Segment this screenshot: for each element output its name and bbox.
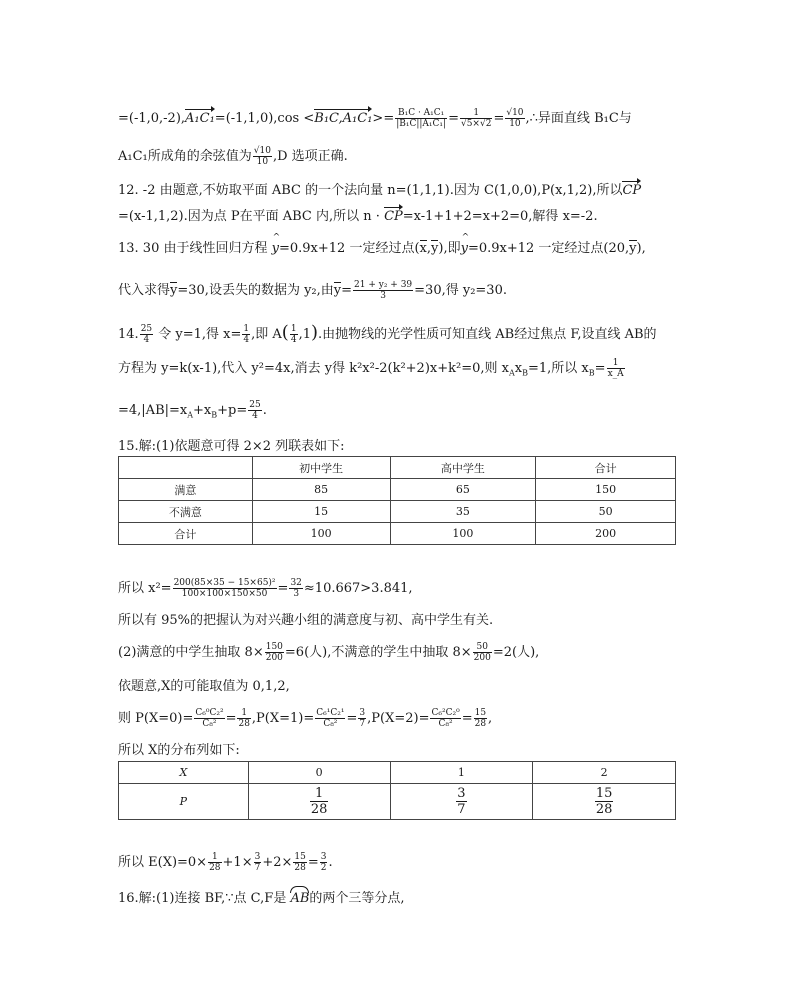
text: 16.解:(1)连接 BF,∵点 C,F是: [118, 891, 291, 906]
text: ,: [426, 241, 432, 256]
text: ),即: [438, 241, 461, 256]
paren-left: (: [281, 322, 289, 343]
y-bar: y: [431, 241, 439, 256]
text: .: [262, 403, 267, 418]
fraction-chi: $\frac{\text{200(85×35 − 15×65)²}}{100\times 100\times 150\times 50}$: [173, 578, 276, 599]
fraction: $\frac{\text{C₆¹C₂¹}}{\text{C₈²}}$: [316, 708, 345, 729]
text: 方程为 y=k(x-1),代入 y²=4x,消去 y得 k²x²-2(k²+2)x+k²=0,则 x: [118, 361, 509, 376]
text: =(-1,1,0),cos: [214, 111, 304, 126]
table-header-cell: 0: [248, 762, 390, 784]
paren-right: ): [310, 322, 318, 343]
fraction-1: $\frac{1}{√5\times√2}$: [460, 108, 492, 129]
text: =: [225, 711, 237, 726]
text: =(x-1,1,2).因为点 P在平面 ABC 内,所以 n ·: [118, 209, 385, 224]
table-cell: 不满意: [119, 501, 253, 523]
table-cell: P: [119, 784, 249, 820]
table-header-cell: 高中学生: [390, 457, 536, 479]
text: ,: [488, 711, 493, 726]
distribution-table: [118, 761, 676, 820]
text: 13. 30 由于线性回归方程: [118, 241, 272, 256]
text: =: [448, 111, 459, 126]
subscript: A: [187, 410, 194, 420]
text: =: [341, 283, 353, 298]
text: =0.9x+12 一定经过点(: [278, 241, 420, 256]
table-cell: $\frac{1}{28}$: [248, 784, 390, 820]
text: =30,得 y₂=30.: [414, 283, 507, 298]
text: ,D 选项正确.: [272, 149, 348, 164]
table-cell: 100: [252, 523, 390, 545]
text: A₁C₁所成角的余弦值为: [118, 149, 252, 164]
text: 则 P(X=0)=: [118, 711, 194, 726]
y-hat: ^ y: [461, 240, 468, 258]
text: ,1: [298, 327, 311, 342]
line-16: 所以 X的分布列如下:: [118, 743, 240, 758]
text: ,P(X=1)=: [251, 711, 315, 726]
table-cell: 100: [390, 523, 536, 545]
table-cell: 15: [252, 501, 390, 523]
text: =1,所以 x: [528, 361, 589, 376]
line-17: [118, 852, 333, 873]
table-header-cell: [119, 457, 253, 479]
table-header-cell: 初中学生: [252, 457, 390, 479]
fraction: $\frac{50}{200}$: [473, 642, 491, 663]
line-1: =(-1,0,-2),A₁C₁=(-1,1,0),cos <B₁C,A₁C₁>= $\frac{\text{B₁C · A₁C₁}}{\text{|B₁C||A₁C₁|}}$ = $\frac{1}{√5\times√2}$ = $\frac{√10}{10}$ ,∴异面直线 B₁C与: [118, 108, 632, 129]
subscript: B: [211, 410, 218, 420]
subscript: A: [508, 368, 515, 378]
text: =: [461, 711, 473, 726]
line-5: [118, 240, 646, 258]
fraction: $\frac{1}{x\_A}$: [607, 358, 624, 379]
fraction: $\frac{1}{4}$: [290, 324, 297, 345]
fraction: $\frac{25}{4}$: [140, 324, 153, 345]
table-cell: 50: [536, 501, 676, 523]
fraction: $\frac{3}{7}$: [359, 708, 366, 729]
vector-pair: B₁C,A₁C₁: [314, 111, 373, 126]
text: =(-1,0,-2),: [118, 111, 186, 126]
arc-ab: AB: [290, 891, 310, 906]
line-13: [118, 642, 539, 663]
fraction: $\frac{\text{21 + y₂ + 39}}{3}$: [354, 280, 413, 301]
text: =: [493, 111, 505, 126]
text: ,即 A: [251, 327, 282, 342]
text: =4,|AB|=x: [118, 403, 188, 418]
fraction: $\frac{15}{28}$: [294, 852, 306, 873]
fraction: $\frac{3}{7}$: [254, 852, 261, 873]
text: 代入求得: [118, 283, 171, 298]
text: 令 y=1,得 x=: [154, 327, 242, 342]
text: =2(人),: [492, 645, 540, 660]
table-row: [119, 784, 676, 820]
vector-cp: CP: [622, 183, 642, 198]
text: ,∴异面直线 B₁C与: [525, 111, 632, 126]
table-row: [119, 479, 676, 501]
line-9: [118, 400, 267, 425]
table-cell: $\frac{3}{7}$: [390, 784, 533, 820]
line-15: [118, 708, 492, 729]
text: ≈10.667>3.841,: [303, 581, 413, 596]
subscript: B: [588, 368, 595, 378]
line-12: 所以有 95%的把握认为对兴趣小组的满意度与初、高中学生有关.: [118, 613, 494, 628]
text: +1×: [222, 855, 253, 870]
line-14: 依题意,X的可能取值为 0,1,2,: [118, 679, 290, 694]
fraction-sqrt10: $\frac{√10}{10}$: [506, 108, 524, 129]
table-row: [119, 501, 676, 523]
text: +x: [193, 403, 212, 418]
text: 14.: [118, 327, 139, 342]
text: =: [594, 361, 606, 376]
text: 的两个三等分点,: [309, 891, 405, 906]
x-bar: x: [419, 241, 427, 256]
text: (2)满意的中学生抽取 8×: [118, 645, 264, 660]
table-header-cell: 合计: [536, 457, 676, 479]
table-cell: 35: [390, 501, 536, 523]
text: x: [514, 361, 523, 376]
y-bar: y: [170, 283, 178, 298]
fraction: $\frac{√10}{10}$: [253, 146, 271, 167]
vector-a1c1: A₁C₁: [185, 111, 215, 126]
table-cell: 150: [536, 479, 676, 501]
fraction: $\frac{3}{2}$: [320, 852, 327, 873]
fraction: $\frac{\text{C₆⁰C₂²}}{\text{C₈²}}$: [195, 708, 224, 729]
line-10: 15.解:(1)依题意可得 2×2 列联表如下:: [118, 439, 345, 454]
fraction-cos: $\frac{\text{B₁C · A₁C₁}}{\text{|B₁C||A₁C₁|}}$: [396, 108, 447, 129]
fraction: $\frac{1}{28}$: [209, 852, 221, 873]
subscript: B: [522, 368, 528, 378]
text: =6(人),不满意的学生中抽取 8×: [284, 645, 472, 660]
text: +p=: [217, 403, 248, 418]
text: .: [328, 855, 333, 870]
text: ,P(X=2)=: [367, 711, 430, 726]
text: =: [346, 711, 358, 726]
line-7: [118, 324, 657, 345]
text: .由抛物线的光学性质可知直线 AB经过焦点 F,设直线 AB的: [318, 327, 657, 342]
fraction: $\frac{\text{C₆²C₂⁰}}{\text{C₈²}}$: [431, 708, 460, 729]
text: =: [383, 111, 395, 126]
table-cell: 65: [390, 479, 536, 501]
y-bar: y: [629, 241, 637, 256]
table-cell: 85: [252, 479, 390, 501]
table-cell: $\frac{15}{28}$: [533, 784, 676, 820]
text: =: [307, 855, 319, 870]
fraction: $\frac{1}{4}$: [243, 324, 250, 345]
table-header-cell: 1: [390, 762, 533, 784]
table-row: [119, 523, 676, 545]
fraction: $\frac{32}{3}$: [290, 578, 302, 599]
line-6: [118, 280, 507, 301]
text: ),: [636, 241, 646, 256]
text: 所以 x²=: [118, 581, 172, 596]
vector-cp: CP: [384, 209, 403, 224]
line-11: [118, 578, 413, 599]
fraction: $\frac{150}{200}$: [265, 642, 283, 663]
text: =0.9x+12 一定经过点(20,: [467, 241, 630, 256]
y-bar: y: [333, 283, 342, 298]
table-cell: 合计: [119, 523, 253, 545]
fraction: $\frac{15}{28}$: [474, 708, 487, 729]
line-8: [118, 358, 626, 383]
line-3: [118, 182, 641, 200]
y-hat: ^ y: [272, 240, 279, 258]
text: +2×: [262, 855, 293, 870]
table-cell: 满意: [119, 479, 253, 501]
fraction: $\frac{1}{28}$: [238, 708, 250, 729]
line-18: [118, 890, 405, 908]
text: 所以 E(X)=0×: [118, 855, 208, 870]
text: =: [277, 581, 289, 596]
text: =30,设丢失的数据为 y₂,由: [177, 283, 334, 298]
table-header-cell: 2: [533, 762, 676, 784]
text: 12. -2 由题意,不妨取平面 ABC 的一个法向量 n=(1,1,1).因为 C(1,0,0),P(x,1,2),所以: [118, 183, 623, 198]
contingency-table: [118, 456, 676, 545]
line-2: [118, 146, 348, 167]
fraction: $\frac{25}{4}$: [249, 400, 261, 421]
table-cell: 200: [536, 523, 676, 545]
table-header-cell: X: [119, 762, 249, 784]
line-4: [118, 208, 598, 226]
text: =x-1+1+2=x+2=0,解得 x=-2.: [402, 209, 598, 224]
